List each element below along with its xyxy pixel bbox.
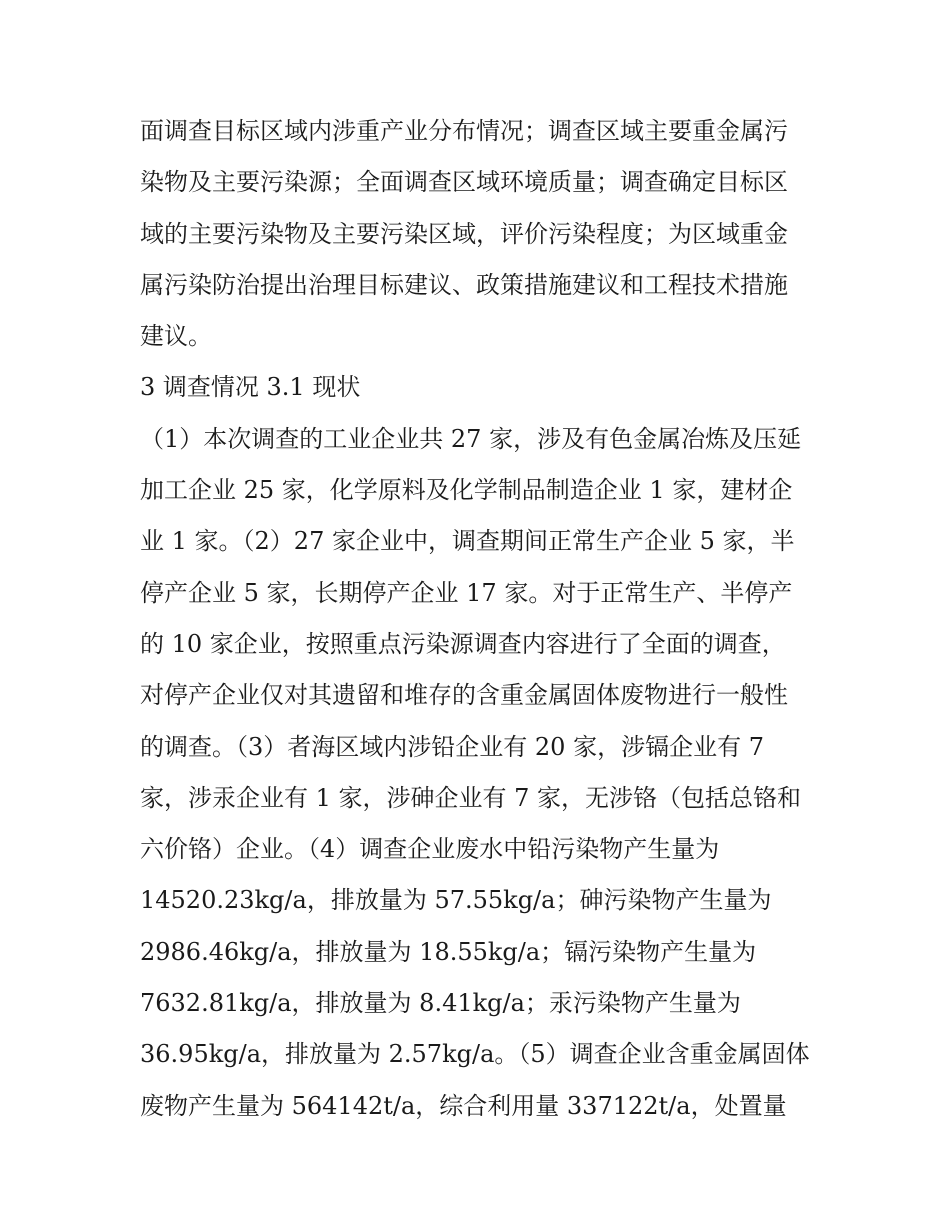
- text-line: 的调查。（3）者海区域内涉铅企业有 20 家，涉镉企业有 7: [140, 732, 764, 761]
- body-text: [140, 106, 820, 1132]
- text-line: 建议。: [140, 322, 212, 351]
- text-line: 染物及主要污染源；全面调查区域环境质量；调查确定目标区: [140, 168, 788, 197]
- text-line: 加工企业 25 家，化学原料及化学制品制造企业 1 家，建材企: [140, 476, 793, 505]
- text-line: 14520.23kg/a，排放量为 57.55kg/a；砷污染物产生量为: [140, 886, 772, 915]
- text-line: 域的主要污染物及主要污染区域，评价污染程度；为区域重金: [140, 219, 788, 248]
- text-line: 业 1 家。（2）27 家企业中，调查期间正常生产企业 5 家，半: [140, 527, 795, 556]
- text-line: 36.95kg/a，排放量为 2.57kg/a。（5）调查企业含重金属固体: [140, 1040, 810, 1069]
- text-line: 属污染防治提出治理目标建议、政策措施建议和工程技术措施: [140, 270, 788, 299]
- text-line: 7632.81kg/a，排放量为 8.41kg/a；汞污染物产生量为: [140, 989, 741, 1018]
- text-line: 停产企业 5 家，长期停产企业 17 家。对于正常生产、半停产: [140, 578, 793, 607]
- text-line: 面调查目标区域内涉重产业分布情况；调查区域主要重金属污: [140, 117, 788, 145]
- text-line: 废物产生量为 564142t/a，综合利用量 337122t/a，处置量: [140, 1091, 787, 1120]
- text-line: 对停产企业仅对其遗留和堆存的含重金属固体废物进行一般性: [140, 681, 788, 710]
- text-line: （1）本次调查的工业企业共 27 家，涉及有色金属冶炼及压延: [140, 424, 802, 453]
- text-line: 六价铬）企业。（4）调查企业废水中铅污染物产生量为: [140, 835, 720, 864]
- section-heading: 3 调查情况 3.1 现状: [140, 373, 361, 402]
- text-line: 的 10 家企业，按照重点污染源调查内容进行了全面的调查，: [140, 629, 786, 658]
- text-line: 2986.46kg/a，排放量为 18.55kg/a；镉污染物产生量为: [140, 937, 757, 966]
- text-line: 家，涉汞企业有 1 家，涉砷企业有 7 家，无涉铬（包括总铬和: [140, 783, 802, 812]
